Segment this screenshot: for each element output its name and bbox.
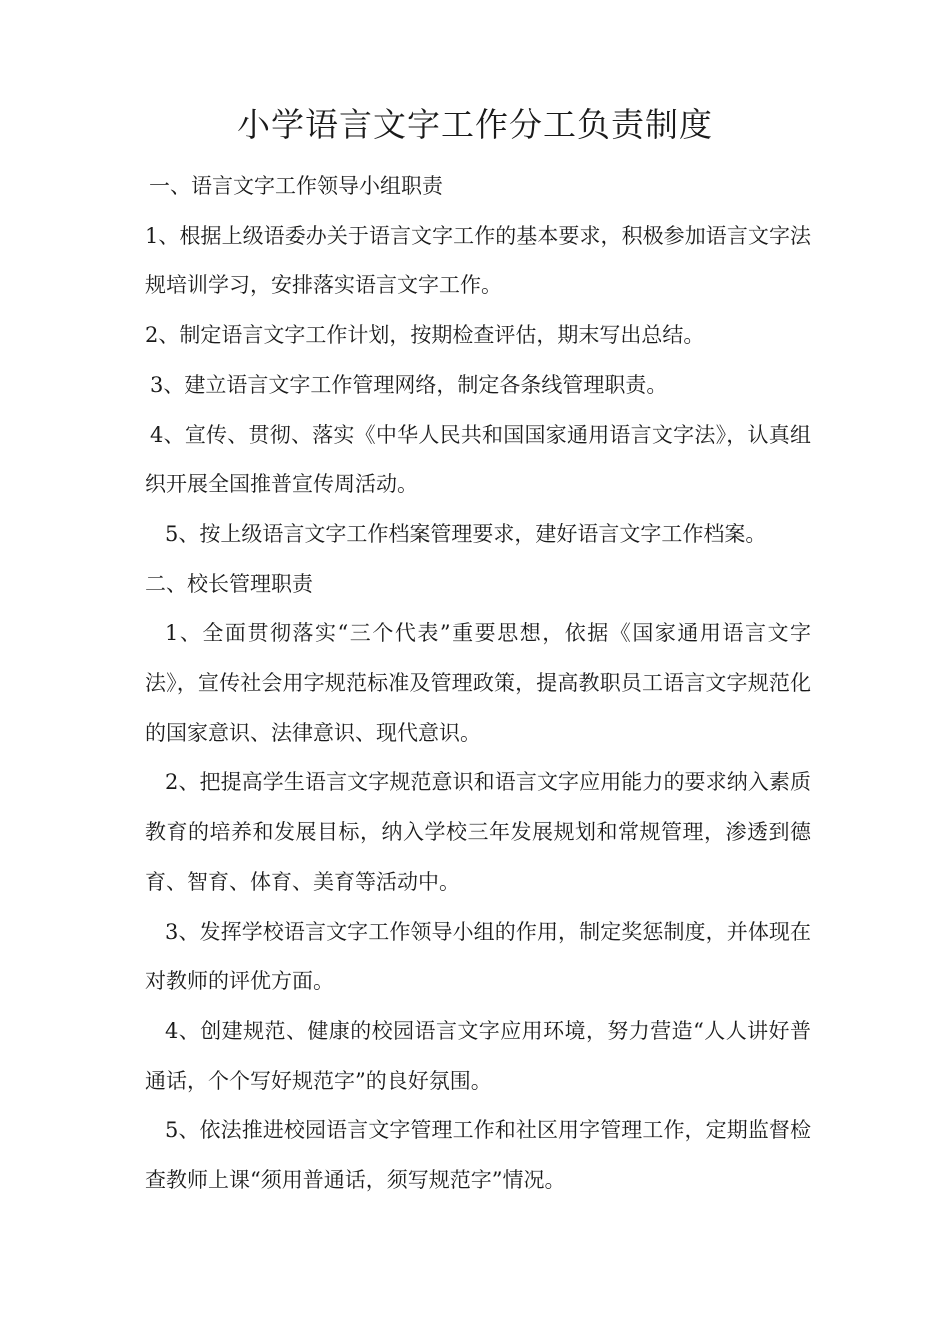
paragraph-s1-item-3: 3、建立语言文字工作管理网络，制定各条线管理职责。 [150,372,668,397]
section-heading-principal-duties: 二、校长管理职责 [145,571,313,596]
document-body [145,162,811,1206]
paragraph-s2-item-4: 4、创建规范、健康的校园语言文字应用环境，努力营造“人人讲好普通话，个个写好规范字”的良好氛围。 [145,1018,811,1093]
paragraph-s2-item-3: 3、发挥学校语言文字工作领导小组的作用，制定奖惩制度，并体现在对教师的评优方面。 [145,919,811,994]
document-title: 小学语言文字工作分工负责制度 [237,105,713,144]
paragraph-s2-item-2: 2、把提高学生语言文字规范意识和语言文字应用能力的要求纳入素质教育的培养和发展目标，纳入学校三年发展规划和常规管理，渗透到德育、智育、体育、美育等活动中。 [145,770,811,894]
paragraph-s1-item-5: 5、按上级语言文字工作档案管理要求，建好语言文字工作档案。 [165,521,767,546]
paragraph-s1-item-2: 2、制定语言文字工作计划，按期检查评估，期末写出总结。 [145,323,705,348]
paragraph-s1-item-4: 4、宣传、贯彻、落实《中华人民共和国国家通用语言文字法》，认真组织开展全国推普宣传周活动。 [145,422,811,497]
paragraph-s2-item-5: 5、依法推进校园语言文字管理工作和社区用字管理工作，定期监督检查教师上课“须用普通话，须写规范字”情况。 [145,1118,811,1193]
paragraph-s2-item-1: 1、全面贯彻落实“三个代表”重要思想，依据《国家通用语言文字法》，宣传社会用字规范标准及管理政策，提高教职员工语言文字规范化的国家意识、法律意识、现代意识。 [145,621,811,745]
section-heading-leadership-group: 一、语言文字工作领导小组职责 [149,174,443,198]
paragraph-s1-item-1: 1、根据上级语委办关于语言文字工作的基本要求，积极参加语言文字法规培训学习，安排落实语言文字工作。 [145,223,811,298]
